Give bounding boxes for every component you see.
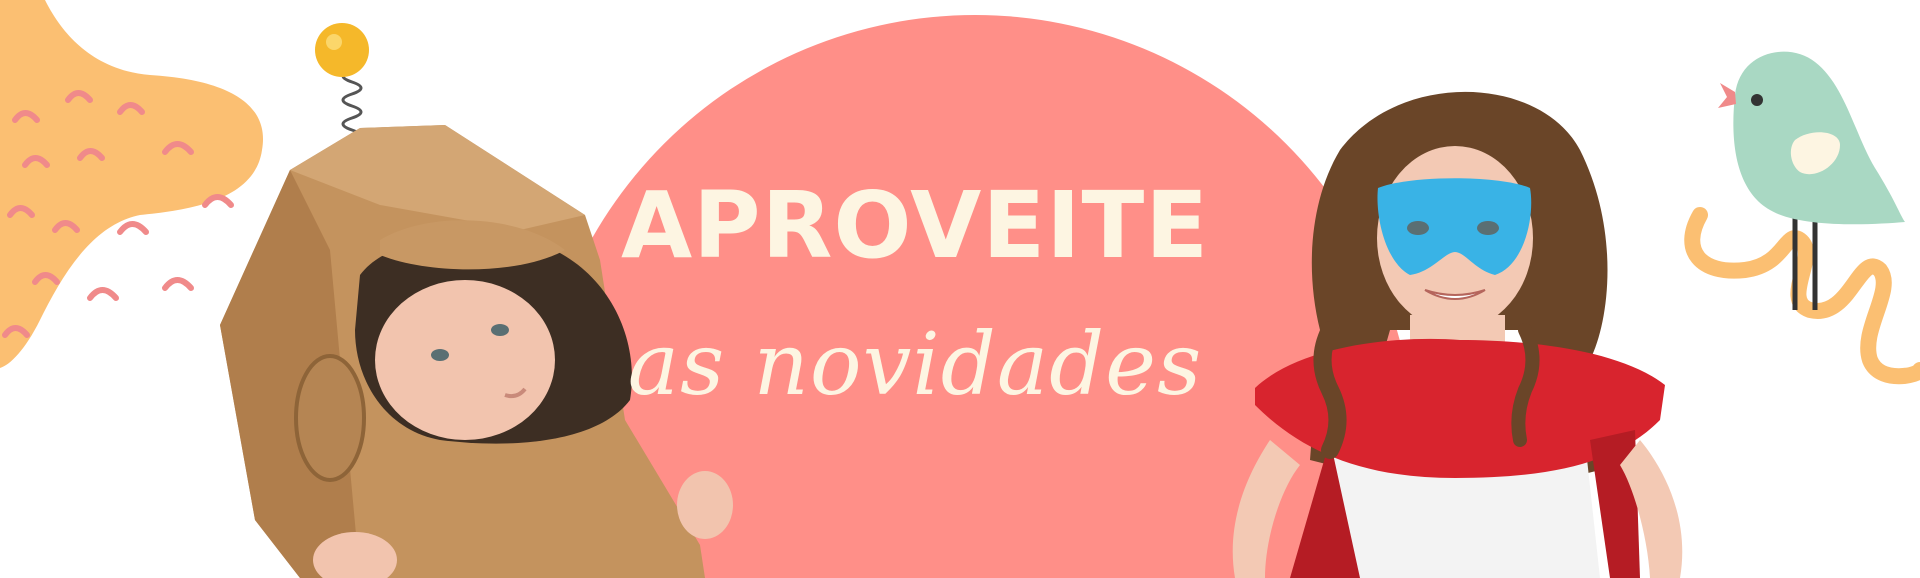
headline: APROVEITE <box>620 172 1210 279</box>
orange-blob-decoration <box>0 0 263 368</box>
subheadline: as novidades <box>627 315 1203 415</box>
orange-squiggle-decoration <box>1692 215 1920 376</box>
